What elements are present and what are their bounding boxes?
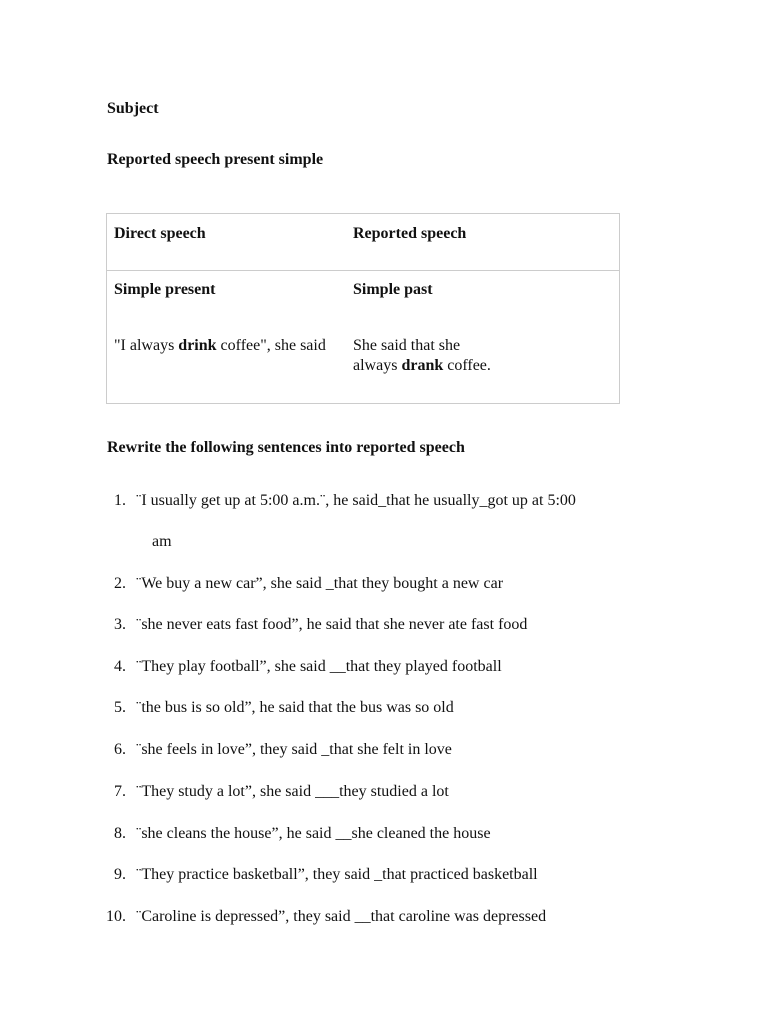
direct-speech-example bbox=[114, 336, 334, 356]
exercise-item bbox=[100, 615, 720, 635]
exercise-item bbox=[100, 782, 720, 802]
exercise-number: 9. bbox=[114, 866, 126, 883]
table-row-divider bbox=[107, 270, 619, 271]
header-direct-speech: Direct speech bbox=[114, 225, 206, 242]
instructions-heading: Rewrite the following sentences into reported speech bbox=[107, 439, 465, 456]
exercise-sentence: ¨They study a lot”, she said ___they studied a lot bbox=[136, 783, 449, 800]
header-reported-speech: Reported speech bbox=[353, 225, 467, 242]
tense-simple-present: Simple present bbox=[114, 281, 216, 298]
exercise-number: 5. bbox=[114, 699, 126, 716]
subject-heading: Subject bbox=[107, 100, 159, 117]
example-left-post: coffee", she said bbox=[216, 337, 326, 354]
exercise-sentence: ¨she cleans the house”, he said __she cleaned the house bbox=[136, 825, 491, 842]
exercise-number: 2. bbox=[114, 575, 126, 592]
exercise-item bbox=[100, 865, 720, 885]
exercise-sentence: ¨They play football”, she said __that they played football bbox=[136, 658, 502, 675]
exercise-item bbox=[100, 907, 720, 927]
exercise-item bbox=[100, 574, 720, 594]
exercise-sentence: ¨she never eats fast food”, he said that she never ate fast food bbox=[136, 616, 528, 633]
exercise-number: 6. bbox=[114, 741, 126, 758]
exercise-number: 3. bbox=[114, 616, 126, 633]
exercise-item bbox=[100, 657, 720, 677]
example-right-post: coffee. bbox=[443, 357, 491, 374]
exercise-sentence: ¨Caroline is depressed”, they said __that caroline was depressed bbox=[136, 908, 547, 925]
reported-speech-example bbox=[353, 336, 593, 376]
exercise-sentence: ¨I usually get up at 5:00 a.m.¨, he said_that he usually_got up at 5:00 bbox=[136, 492, 576, 509]
exercise-sentence: ¨she feels in love”, they said _that she felt in love bbox=[136, 741, 452, 758]
exercise-number: 8. bbox=[114, 825, 126, 842]
exercise-number: 10. bbox=[106, 908, 126, 925]
exercise-continuation: am bbox=[152, 533, 172, 550]
exercise-sentence: ¨the bus is so old”, he said that the bus was so old bbox=[136, 699, 454, 716]
exercise-number: 4. bbox=[114, 658, 126, 675]
exercise-sentence: ¨They practice basketball”, they said _that practiced basketball bbox=[136, 866, 538, 883]
exercise-item bbox=[100, 824, 720, 844]
example-right-line1: She said that she bbox=[353, 337, 461, 354]
exercise-item bbox=[100, 491, 720, 511]
example-right-verb: drank bbox=[401, 357, 444, 374]
exercise-sentence: ¨We buy a new car”, she said _that they bought a new car bbox=[136, 575, 504, 592]
exercise-number: 1. bbox=[114, 492, 126, 509]
example-left-verb: drink bbox=[178, 337, 217, 354]
grammar-table bbox=[106, 213, 620, 404]
exercise-number: 7. bbox=[114, 783, 126, 800]
exercise-item bbox=[100, 698, 720, 718]
tense-simple-past: Simple past bbox=[353, 281, 433, 298]
example-right-pre: always bbox=[353, 357, 402, 374]
exercise-item bbox=[100, 740, 720, 760]
example-left-pre: "I always bbox=[114, 337, 179, 354]
topic-title: Reported speech present simple bbox=[107, 151, 324, 168]
